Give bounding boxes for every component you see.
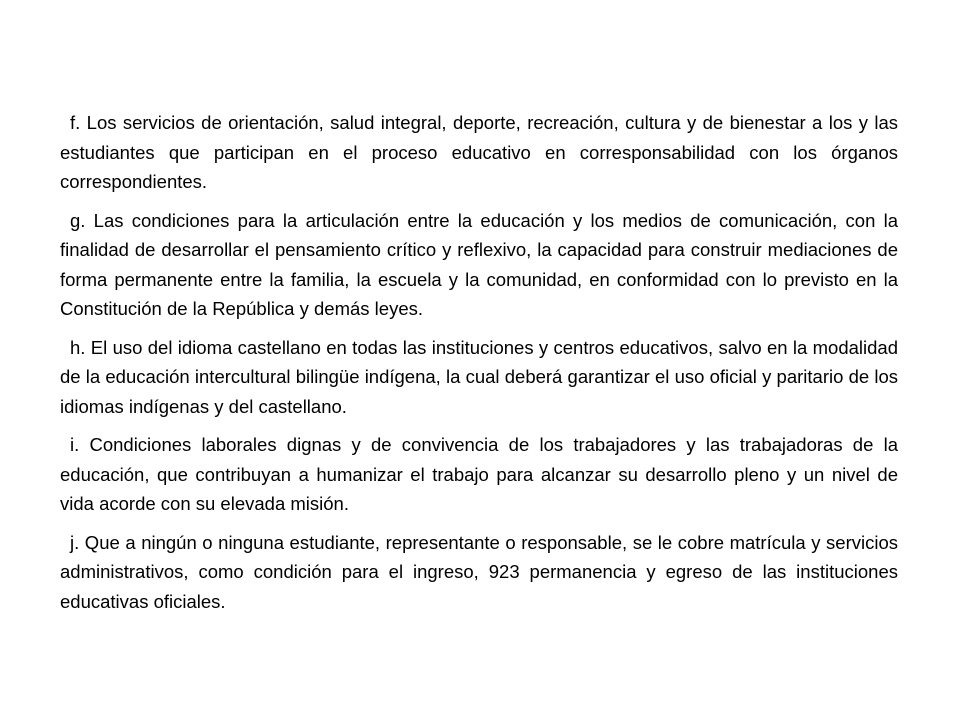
text-body [60, 108, 898, 625]
paragraph-h: h. El uso del idioma castellano en todas las instituciones y centros educativos, salvo en la modalidad de la educación intercultural bilingüe indígena, la cual deberá garantizar el uso oficial y paritario de los idiomas indígenas y del castellano. [60, 336, 898, 417]
paragraph-g: g. Las condiciones para la articulación entre la educación y los medios de comunicación, con la finalidad de desarrollar el pensamiento crítico y reflexivo, la capacidad para construir mediaciones de forma permanente entre la familia, la escuela y la comunidad, en conformidad con lo previsto en la Constitución de la República y demás leyes. [60, 209, 898, 319]
paragraph-i: i. Condiciones laborales dignas y de convivencia de los trabajadores y las trabajadoras de la educación, que contribuyan a humanizar el trabajo para alcanzar su desarrollo pleno y un nivel de vida acorde con su elevada misión. [60, 434, 898, 514]
paragraph-j: j. Que a ningún o ninguna estudiante, representante o responsable, se le cobre matrícula y servicios administrativos, como condición para el ingreso, 923 permanencia y egreso de las instituciones educativas oficiales. [60, 531, 898, 612]
paragraph-f: f. Los servicios de orientación, salud integral, deporte, recreación, cultura y de bienestar a los y las estudiantes que participan en el proceso educativo en corresponsabilidad con los órganos correspondientes. [60, 112, 898, 192]
